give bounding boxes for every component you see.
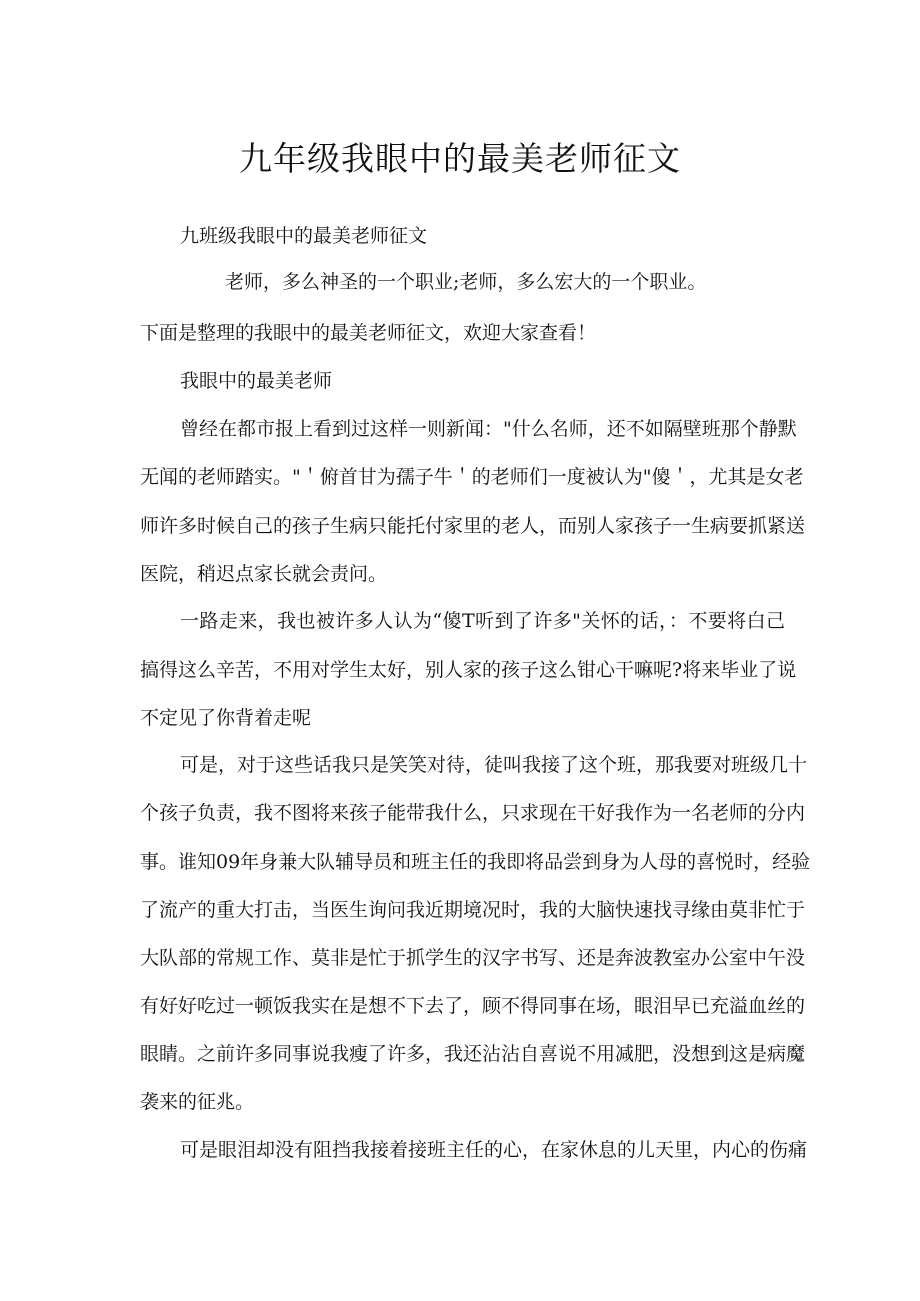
paragraph-3-line-2: 个孩子负责，我不图将来孩子能带我什么，只求现在干好我作为一名老师的分内	[140, 802, 806, 824]
document-title: 九年级我眼中的最美老师征文	[239, 139, 681, 178]
paragraph-3-line-3: 事。谁知09年身兼大队辅导员和班主任的我即将品尝到身为人母的喜悦时，经验	[140, 851, 811, 873]
document-subtitle: 九班级我眼中的最美老师征文	[180, 225, 428, 247]
paragraph-1-line-3: 师许多时候自己的孩子生病只能托付家里的老人，而别人家孩子一生病要抓紧送	[140, 515, 806, 537]
paragraph-3-line-5: 大队部的常规工作、莫非是忙于抓学生的汉字书写、还是奔波教室办公室中午没	[140, 947, 806, 969]
paragraph-2-line-1: 一路走来，我也被许多人认为“傻T听到了许多"关怀的话，：不要将白己	[180, 610, 785, 632]
paragraph-3-line-4: 了流产的重大打击，当医生询问我近期境况时，我的大脑快速找寻缘由莫非忙于	[140, 899, 806, 921]
intro-line-1: 老师，多么神圣的一个职业;老师，多么宏大的一个职业。	[225, 271, 707, 293]
paragraph-4-line-1: 可是眼泪却没有阻挡我接着接班主任的心，在家休息的儿天里，内心的伤痛	[180, 1139, 808, 1161]
paragraph-2-line-3: 不定见了你背着走呢	[140, 707, 312, 729]
paragraph-1-line-2: 无闻的老师踏实。"＇俯首甘为孺子牛＇的老师们一度被认为"傻＇，尤其是女老	[140, 466, 804, 488]
paragraph-3-line-6: 有好好吃过一顿饭我实在是想不下去了，顾不得同事在场，眼泪早已充溢血丝的	[140, 995, 806, 1017]
paragraph-2-line-2: 搞得这么辛苦，不用对学生太好，别人家的孩子这么钳心干嘛呢?将来毕业了说	[140, 659, 797, 681]
paragraph-3-line-1: 可是，对于这些话我只是笑笑对待，徒叫我接了这个班，那我要对班级几十	[180, 754, 808, 776]
paragraph-1-line-1: 曾经在都市报上看到过这样一则新闻："什么名师，还不如隔壁班那个静默	[180, 418, 797, 440]
section-heading: 我眼中的最美老师	[180, 370, 333, 392]
paragraph-1-line-4: 医院，稍迟点家长就会责问。	[140, 563, 388, 585]
paragraph-3-line-8: 袭来的征兆。	[140, 1091, 255, 1113]
intro-line-2: 下面是整理的我眼中的最美老师征文，欢迎大家查看！	[140, 322, 597, 344]
paragraph-3-line-7: 眼睛。之前许多同事说我瘦了许多，我还沾沾自喜说不用减肥，没想到这是病魔	[140, 1043, 806, 1065]
